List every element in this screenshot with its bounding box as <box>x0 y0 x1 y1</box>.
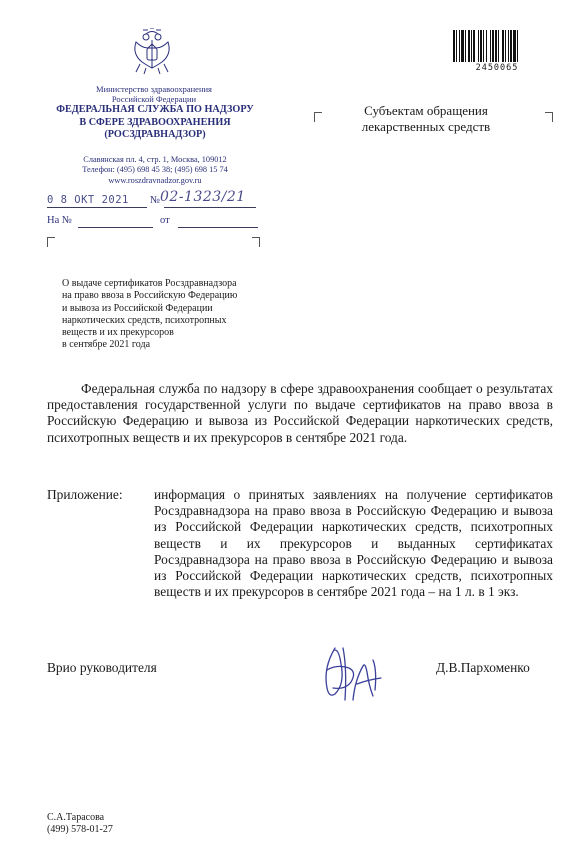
handwritten-signature <box>313 640 393 710</box>
barcode-bar <box>486 30 487 62</box>
executor-info <box>47 812 113 836</box>
subject-corner-left <box>47 237 55 247</box>
number-underline <box>164 207 256 208</box>
barcode-bar <box>459 30 460 62</box>
barcode-bar <box>480 30 482 62</box>
barcode-bar <box>478 30 479 62</box>
barcode-bar <box>505 30 506 62</box>
barcode-bar <box>495 30 497 62</box>
barcode-number: 2450065 <box>475 63 519 73</box>
number-label: № <box>150 195 161 206</box>
barcode-bar <box>502 30 504 62</box>
outgoing-date: 0 8 ОКТ 2021 <box>47 194 129 206</box>
barcode-bar <box>483 30 484 62</box>
barcode-bar <box>471 30 472 62</box>
incoming-number-label: На № <box>47 215 72 226</box>
outgoing-number: 02-1323/21 <box>160 189 246 205</box>
executor-name: С.А.Тарасова <box>47 812 105 823</box>
signatory-name: Д.В.Пархоменко <box>436 660 530 675</box>
recipient-corner-left <box>314 112 322 122</box>
date-underline <box>47 207 147 208</box>
signatory-title: Врио руководителя <box>47 660 157 675</box>
subject-corner-right <box>252 237 260 247</box>
barcode-bar <box>453 30 455 62</box>
barcode-bar <box>510 30 512 62</box>
barcode-bar <box>508 30 509 62</box>
agency-address: Славянская пл. 4, стр. 1, Москва, 109012 Телефон: (495) 698 45 38; (495) 698 15 74 www.roszdravnadzor.gov.ru <box>82 155 228 185</box>
recipient-block: Субъектам обращения лекарственных средств <box>361 103 491 134</box>
letter-body: Федеральная служба по надзору в сфере здравоохранения сообщает о результатах предоставления государственной услуги по выдаче сертификатов на право ввоза в Российскую Федерацию и вывоза из Российской Федерации наркотических средств, психотропных веществ и их прекурсоров в сентябре 2021 года. <box>47 381 553 445</box>
barcode-bar <box>465 30 466 62</box>
barcode-bar <box>513 30 516 62</box>
ministry-name: Министерство здравоохранения Российской Федерации <box>96 84 212 104</box>
recipient-corner-right <box>545 112 553 122</box>
incoming-date-label: от <box>160 215 170 226</box>
barcode-bar <box>498 30 499 62</box>
barcode-bar <box>468 30 470 62</box>
barcode-bar <box>473 30 475 62</box>
barcode-bar <box>490 30 491 62</box>
executor-phone: (499) 578-01-27 <box>47 824 113 835</box>
incoming-date-underline <box>178 227 258 228</box>
barcode-bar <box>517 30 518 62</box>
subject-block: О выдаче сертификатов Росздравнадзора на право ввоза в Российскую Федерацию и вывоза из Российской Федерации наркотических средств, психотропных веществ и их прекурсоров в сентябре 2021 года <box>62 278 238 351</box>
barcode-bar <box>456 30 457 62</box>
barcode <box>452 30 542 62</box>
agency-name: ФЕДЕРАЛЬНАЯ СЛУЖБА ПО НАДЗОРУ В СФЕРЕ ЗДРАВООХРАНЕНИЯ (РОСЗДРАВНАДЗОР) <box>56 104 254 140</box>
incoming-number-underline <box>78 227 153 228</box>
barcode-bar <box>461 30 464 62</box>
appendix-label: Приложение: <box>47 487 123 502</box>
appendix-text: информация о принятых заявлениях на получение сертификатов Росздравнадзора на право ввоза в Российскую Федерацию и вывоза из Российской Федерации наркотических средств, психотропных веществ и их прекурсоров и выданных сертификатах Росздравнадзора на право ввоза в Российскую Федерацию и вывоза из Российской Федерации наркотических средств, психотропных веществ и их прекурсоров в сентябре 2021 года – на 1 л. в 1 экз. <box>154 487 553 600</box>
emblem-icon <box>130 28 174 76</box>
barcode-bar <box>492 30 494 62</box>
